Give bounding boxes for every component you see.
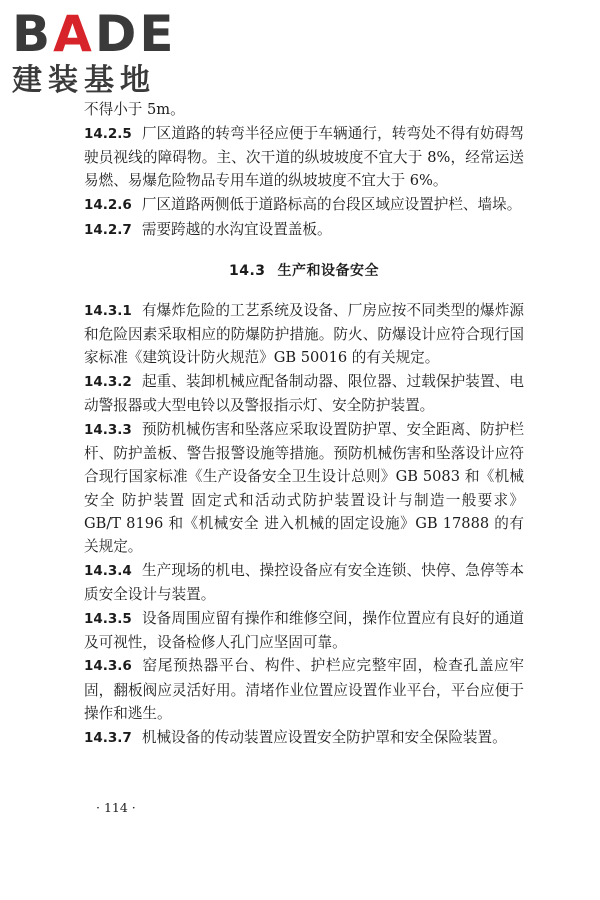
brand-logo [12,6,187,98]
clause-text: 生产现场的机电、操控设备应有安全连锁、快停、急停等本质安全设计与装置。 [84,561,524,603]
clause-text: 有爆炸危险的工艺系统及设备、厂房应按不同类型的爆炸源和危险因素采取相应的防爆防护措施。防火、防爆设计应符合现行国家标准《建筑设计防火规范》GB 50016 的有关规定。 [84,301,524,367]
clause-text: 预防机械伤害和坠落应采取设置防护罩、安全距离、防护栏杆、防护盖板、警告报警设施等措施。预防机械伤害和坠落设计应符合现行国家标准《生产设备安全卫生设计总则》GB 5083 和《机械安全 防护装置 固定式和活动式防护装置设计与制造一般要求》GB/T 8196 和《机械安全 进入机械的固定设施》GB 17888 的有关规定。 [84,420,524,555]
page-body [84,98,524,750]
clause-14-3-4 [84,559,524,606]
logo-accent-letter: A [53,5,95,63]
clause-14-3-5 [84,607,524,654]
clause-number: 14.3.7 [84,729,132,746]
clause-14-2-6 [84,193,524,217]
clause-text: 机械设备的传动装置应设置安全防护罩和安全保险装置。 [141,728,507,746]
clause-14-2-7 [84,218,524,242]
clause-number: 14.2.6 [84,196,132,213]
section-heading [84,260,524,283]
clause-text: 厂区道路两侧低于道路标高的台段区域应设置护栏、墙垛。 [141,195,522,213]
clause-14-3-3 [84,418,524,558]
section-heading-title: 生产和设备安全 [277,262,380,279]
clause-number: 14.3.6 [84,658,132,675]
clause-number: 14.3.3 [84,421,132,438]
clause-14-2-5 [84,122,524,193]
clause-text: 窑尾预热器平台、构件、护栏应完整牢固，检查孔盖应牢固，翻板阀应灵活好用。清堵作业位置应设置作业平台，平台应便于操作和逃生。 [84,657,524,722]
clause-14-3-1 [84,299,524,370]
continuation-text: 不得小于 5m。 [84,101,185,118]
clause-number: 14.3.1 [84,302,132,319]
clause-14-3-6 [84,654,524,725]
clause-number: 14.3.2 [84,374,132,391]
clause-text: 需要跨越的水沟宜设置盖板。 [141,220,332,238]
clause-text: 厂区道路的转弯半径应便于车辆通行，转弯处不得有妨碍驾驶员视线的障碍物。主、次干道的纵坡坡度不宜大于 8%，经常运送易燃、易爆危险物品专用车道的纵坡坡度不宜大于 6%。 [84,124,524,190]
clause-14-3-7 [84,726,524,750]
logo-brand-text: BADE [12,5,177,63]
section-heading-number: 14.3 [228,262,266,279]
clause-14-3-2 [84,370,524,417]
logo-subtitle: 建装基地 [12,63,156,98]
clause-number: 14.2.7 [84,221,132,238]
clause-number: 14.3.4 [84,562,132,579]
page-number: · 114 · [96,800,136,815]
clause-number: 14.3.5 [84,610,132,627]
clause-text: 设备周围应留有操作和维修空间，操作位置应有良好的通道及可视性，设备检修人孔门应坚固可靠。 [84,609,524,651]
clause-text: 起重、装卸机械应配备制动器、限位器、过载保护装置、电动警报器或大型电铃以及警报指示灯、安全防护装置。 [84,373,524,415]
clause-number: 14.2.5 [84,125,132,142]
